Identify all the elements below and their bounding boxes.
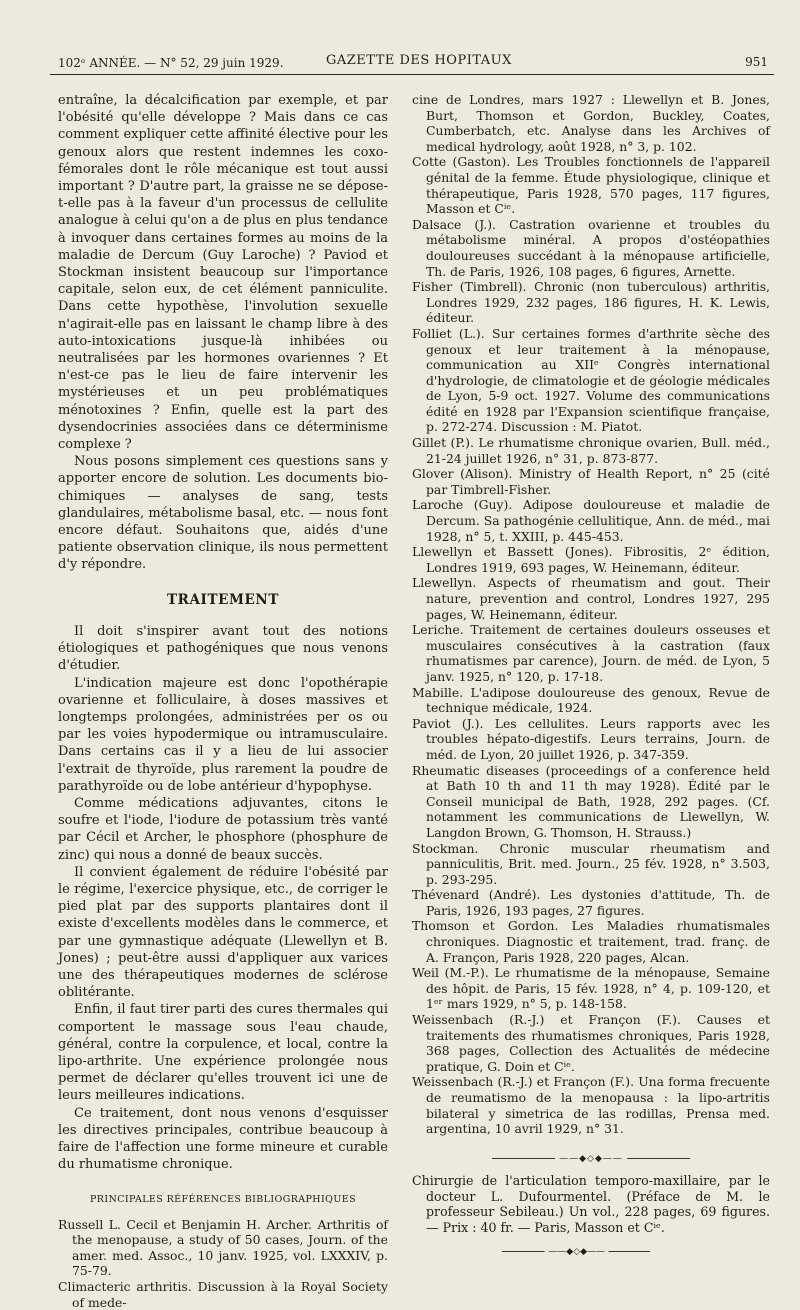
right-column	[412, 92, 770, 1258]
reference-entry: Glover (Alison). Ministry of Health Report, n° 25 (cité par Timbrell-Fisher.	[412, 466, 770, 497]
reference-entry: Thévenard (André). Les dystonies d'attitude, Th. de Paris, 1926, 193 pages, 27 figures.	[412, 887, 770, 918]
reference-entry: Gillet (P.). Le rhumatisme chronique ovarien, Bull. méd., 21-24 juillet 1926, n° 31, p. 873-877.	[412, 435, 770, 466]
reference-entry: Climacteric arthritis. Discussion à la Royal Society of mede-	[58, 1278, 388, 1310]
references-title: PRINCIPALES RÉFÉRENCES BIBLIOGRAPHIQUES	[90, 1194, 356, 1206]
reference-entry: Rheumatic diseases (proceedings of a conference held at Bath 10 th and 11 th may 1928). Édité par le Conseil municipal de Bath, 1928, 292 pages. (Cf. notamment les communications de Llewellyn, W. Langdon Brown, G. Thomson, H. Strauss.)	[412, 762, 770, 840]
paragraph: L'indication majeure est donc l'opothérapie ovarienne et folliculaire, à doses massives et longtemps prolongées, administrées per os ou par les voies hypodermique ou intramusculaire. Dans certains cas il y a lieu de lui associer l'extrait de thyroïde, plus rarement la poudre de parathyroïde ou de lobe antérieur d'hypophyse.	[58, 675, 388, 794]
reference-entry: cine de Londres, mars 1927 : Llewellyn et B. Jones, Burt, Thomson et Gordon, Buckley, Coates, Cumberbatch, etc. Analyse dans les Archives of medical hydrology, août 1928, n° 3, p. 102.	[412, 92, 770, 154]
issue-line: 102ᵉ ANNÉE. — N° 52, 29 juin 1929.	[58, 56, 284, 70]
reference-entry: Weil (M.-P.). Le rhumatisme de la ménopause, Semaine des hôpit. de Paris, 15 fév. 1928, n° 4, p. 109-120, et 1ᵉʳ mars 1929, n° 5, p. 148-158.	[412, 965, 770, 1012]
reference-entry: Dalsace (J.). Castration ovarienne et troubles du métabolisme minéral. A propos d'ostéopathies douloureuses succédant à la ménopause artificielle, Th. de Paris, 1926, 108 pages, 6 figures, Arnette.	[412, 216, 770, 279]
reference-entry: Russell L. Cecil et Benjamin H. Archer. Arthritis of the menopause, a study of 50 cases, Journ. of the amer. med. Assoc., 10 janv. 1925, vol. LXXXIV, p. 75-79.	[58, 1216, 388, 1279]
reference-entry: Mabille. L'adipose douloureuse des genoux, Revue de technique médicale, 1924.	[412, 684, 770, 716]
left-column	[58, 92, 388, 1310]
divider-ornament: ——◆◇◆——	[544, 1244, 609, 1261]
reference-entry: Llewellyn. Aspects of rheumatism and gout. Their nature, prevention and control, Londres 1927, 295 pages, W. Heinemann, éditeur.	[412, 575, 770, 622]
reference-entry: Paviot (J.). Les cellulites. Leurs rapports avec les troubles hépato-digestifs. Leurs terrains, Journ. de méd. de Lyon, 20 juillet 1926, p. 347-359.	[412, 715, 770, 762]
reference-entry: Fisher (Timbrell). Chronic (non tuberculous) arthritis, Londres 1929, 232 pages, 186 figures, H. K. Lewis, éditeur.	[412, 279, 770, 326]
reference-entry: Laroche (Guy). Adipose douloureuse et maladie de Dercum. Sa pathogénie cellulitique, Ann. de méd., mai 1928, n° 5, t. XXIII, p. 445-453.	[412, 497, 770, 544]
reference-entry: Cotte (Gaston). Les Troubles fonctionnels de l'appareil génital de la femme. Étude physiologique, clinique et thérapeutique, Paris 1928, 570 pages, 117 figures, Masson et Cⁱᵉ.	[412, 154, 770, 217]
reference-entry: Llewellyn et Bassett (Jones). Fibrositis, 2ᵉ édition, Londres 1919, 693 pages, W. Heinemann, éditeur.	[412, 544, 770, 575]
reference-entry: Thomson et Gordon. Les Maladies rhumatismales chroniques. Diagnostic et traitement, trad. franç. de A. Françon, Paris 1928, 220 pages, Alcan.	[412, 918, 770, 965]
journal-title: GAZETTE DES HOPITAUX	[326, 53, 512, 68]
reference-entry: Weissenbach (R.-J.) et Françon (F.). Causes et traitements des rhumatismes chroniques, Paris 1928, 368 pages, Collection des Actualités de médecine pratique, G. Doin et Cⁱᵉ.	[412, 1012, 770, 1074]
page-number: 951	[745, 55, 768, 69]
paragraph: Enfin, il faut tirer parti des cures thermales qui comportent le massage sous l'eau chaude, général, contre la corpulence, et local, contre la lipo-arthrite. Une expérience prolongée nous permet de déclarer qu'elles trouvent ici une de leurs meilleures indications.	[58, 1002, 388, 1104]
paragraph: Ce traitement, dont nous venons d'esquisser les directives principales, contribue beaucoup à faire de l'affection une forme mineure et curable du rhumatisme chronique.	[58, 1105, 388, 1173]
reference-entry: Leriche. Traitement de certaines douleurs osseuses et musculaires consécutives à la castration (faux rhumatismes par carence), Journ. de méd. de Lyon, 5 janv. 1925, n° 120, p. 17-18.	[412, 622, 770, 684]
reference-entry: Stockman. Chronic muscular rheumatism and panniculitis, Brit. med. Journ., 25 fév. 1928, n° 3.503, p. 293-295.	[412, 840, 770, 887]
header-rule	[50, 74, 774, 75]
ornamental-divider	[412, 1244, 770, 1258]
paragraph: Il doit s'inspirer avant tout des notions étiologiques et pathogéniques que nous venons d'étudier.	[58, 623, 388, 674]
ornamental-divider	[412, 1149, 770, 1167]
book-notice: Chirurgie de l'articulation temporo-maxillaire, par le docteur L. Dufourmentel. (Préface de M. le professeur Sebileau.) Un vol., 228 pages, 69 figures. — Prix : 40 fr. — Paris, Masson et Cⁱᵉ.	[412, 1172, 770, 1236]
paragraph: Comme médications adjuvantes, citons le soufre et l'iode, l'iodure de potassium très vanté par Cécil et Archer, le phosphore (phosphure de zinc) qui nous a donné de beaux succès.	[58, 795, 388, 863]
reference-entry: Folliet (L.). Sur certaines formes d'arthrite sèche des genoux et leur traitement à la ménopause, communication au XIIᵉ Congrès international d'hydrologie, de climatologie et de géologie médicales de Lyon, 5-9 oct. 1927. Volume des communications édité en 1928 par l'Expansion scientifique française, p. 272-274. Discussion : M. Piatot.	[412, 325, 770, 435]
paragraph: entraîne, la décalcification par exemple, et par l'obésité qu'elle développe ? Mais dans ce cas comment expliquer cette affinité élective pour les genoux alors que restent indemnes les coxo-fémorales dont le rôle mécanique est tout aussi important ? D'autre part, la graisse ne se dépose-t-elle pas à la faveur d'un processus de cellulite analogue à celui qu'on a de plus en plus tendance à invoquer dans certaines formes au moins de la maladie de Dercum (Guy Laroche) ? Paviod et Stockman insistent beaucoup sur l'importance capitale, selon eux, de cet élément panniculite. Dans cette hypothèse, l'involution sexuelle n'agirait-elle pas en laissant le champ libre à des auto-intoxications jusque-là inhibées ou neutralisées par les hormones ovariennes ? Et n'est-ce pas le lieu de faire intervenir les mystérieuses et un peu problématiques ménotoxines ? Enfin, quelle est la part des dysendocrinies associées dans ce déterminisme complexe ?	[58, 93, 388, 453]
paragraph: Il convient également de réduire l'obésité par le régime, l'exercice physique, etc., de corriger le pied plat par des supports plantaires dont il existe d'excellents modèles dans le commerce, et par une gymnastique adéquate (Llewellyn et B. Jones) ; peut-être aussi d'appliquer aux varices une des thérapeutiques modernes de sclérose oblitérante.	[58, 864, 388, 1001]
paragraph: Nous posons simplement ces questions sans y apporter encore de solution. Les documents bio-chimiques — analyses de sang, tests glandulaires, métabolisme basal, etc. — nous font encore défaut. Souhaitons que, aidés d'une patiente observation clinique, ils nous permettent d'y répondre.	[58, 454, 388, 573]
section-title-traitement: TRAITEMENT	[166, 591, 279, 608]
reference-entry: Weissenbach (R.-J.) et Françon (F.). Una forma frecuente de reumatismo de la menopausa : la lipo-artritis bilateral y simetrica de las rodillas, Prensa med. argentina, 10 avril 1929, n° 31.	[412, 1074, 770, 1137]
divider-ornament: ——◆◇◆——	[555, 1151, 627, 1168]
page-header	[58, 52, 768, 74]
